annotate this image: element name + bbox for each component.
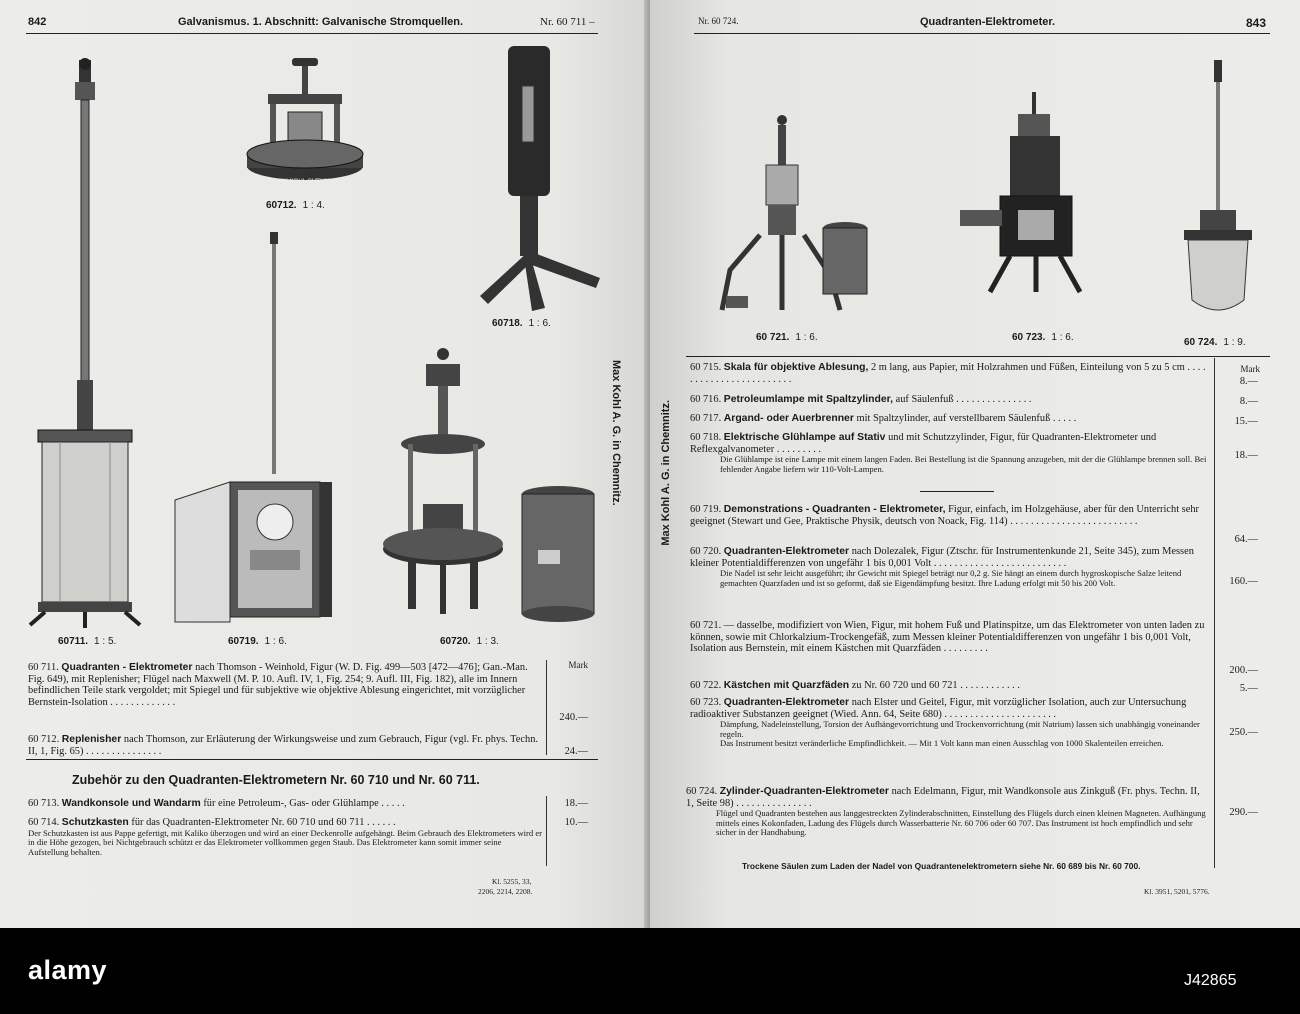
price-60719: 64.— — [1234, 534, 1258, 545]
price-60715: 8.— — [1239, 376, 1258, 387]
price-column-rule — [546, 660, 547, 755]
right-page — [650, 0, 1300, 928]
left-running-header: Galvanismus. 1. Abschnitt: Galvanische Stromquellen. — [178, 16, 464, 28]
caption-60719: 60719. 1 : 6. — [228, 636, 287, 647]
entry-60713: 60 713. Wandkonsole und Wandarm für eine Petroleum-, Gas- oder Glühlampe . . . . . — [28, 798, 405, 809]
caption-60711: 60711. 1 : 5. — [58, 636, 117, 647]
entry-60711: 60 711. Quadranten - Elektrometer nach Thomson - Weinhold, Figur (W. D. Fig. 499—503 [472—476]; Gan.-Man. Fig. 649), mit Replenisher; Flügel nach Maxwell (M. P. 10. Aufl. IV, 1, Fig. 254; 9. Aufl. III, Fig. 182), alle im Innern befindlichen Teile stark vergoldet; mit Spiegel und für subjektive wie objektive Ablesung eingerichtet, mit vorzüglicher Bernstein-Isolation . . . . . . . . . . . . . — [28, 662, 528, 708]
footer-right: Kl. 3951, 5201, 5776. — [1144, 887, 1210, 896]
entry-60714: 60 714. Schutzkasten für das Quadranten-Elektrometer Nr. 60 710 und 60 711 . . . . . . Der Schutzkasten ist aus Pappe gefertigt, mit Kaliko überzogen und wird an einer Deckenrolle aufgehängt. Beim Gebrauch des Elektrometers wird er in die Höhe gezogen, bei Nichtgebrauch schützt er das Elektrometer vollkommen gegen Staub. Das Elektrometer kann somit immer seine Aufstellung behalten. — [28, 817, 543, 857]
section-title: Zubehör zu den Quadranten-Elektrometern Nr. 60 710 und Nr. 60 711. — [72, 773, 480, 787]
figure-cylinder — [518, 484, 598, 624]
left-header-nr: Nr. 60 711 – — [540, 16, 595, 28]
section-rule — [26, 759, 598, 760]
divider-short — [920, 491, 994, 492]
gutter-imprint-right: Max Kohl A. G. in Chemnitz. — [660, 400, 672, 546]
right-running-header: Quadranten-Elektrometer. — [920, 16, 1056, 28]
price-60712: 24.— — [564, 746, 588, 757]
header-rule — [26, 33, 598, 34]
figure-60718 — [470, 46, 610, 316]
left-page-number: 842 — [28, 16, 47, 28]
closing-note: Trockene Säulen zum Laden der Nadel von Quadrantenelektrometern siehe Nr. 60 689 bis Nr. 60 700. — [742, 861, 1141, 871]
price-column-rule-right — [1214, 358, 1215, 868]
price-column-rule-2 — [546, 796, 547, 866]
figures-rule-right — [686, 356, 1270, 357]
caption-60721: 60 721. 1 : 6. — [756, 332, 818, 343]
caption-60720: 60720. 1 : 3. — [440, 636, 499, 647]
price-60714: 10.— — [564, 817, 588, 828]
footer-left-1: Kl. 5255, 33, — [492, 877, 532, 886]
right-header-nr: Nr. 60 724. — [698, 16, 739, 26]
price-60713: 18.— — [564, 798, 588, 809]
figure-60711 — [20, 50, 150, 630]
figure-60719 — [170, 232, 345, 627]
mark-header-right: Mark — [1240, 364, 1260, 374]
entry-60723: 60 723. Quadranten-Elektrometer nach Elster und Geitel, Figur, mit vorzüglicher Isolation, auch zur Untersuchung radioaktiver Substanzen geeignet (Wied. Ann. 64, Seite 680) . . . . . . . . . . . . . . . . . . . . . . Dämpfung, Nadeleinstellung, Torsion der Aufhängevorrichtung und Trockenvorrichtung (mit Natrium) lassen sich unabhängig voneinander regeln. Das Instrument besitzt veränderliche Empfindlichkeit. — Mit 1 Volt kann man einen Ausschlag von 1000 Skalenteilen erreichen. — [690, 697, 1200, 749]
figure-60724 — [1178, 60, 1258, 322]
entry-60720: 60 720. Quadranten-Elektrometer nach Dolezalek, Figur (Ztschr. für Instrumentenkunde 21, Seite 345), zum Messen kleiner Potentialdifferenzen von ungefähr 1 bis 0,001 Volt . . . . . . . . . . . . . . . . . . . . . . . . . . Die Nadel ist sehr leicht ausgeführt; ihr Gewicht mit Spiegel beträgt nur 0,2 g. Sie hängt an einem durch hygroskopische Salze leitend gemachten Quarzfaden und ist so geformt, daß sie Eigendämpfung besitzt. Ihre Ladung erfolgt mit 50 bis 200 Volt. — [690, 546, 1194, 588]
price-60724: 290.— — [1229, 807, 1258, 818]
figure-60723 — [960, 92, 1110, 302]
entry-60722: 60 722. Kästchen mit Quarzfäden zu Nr. 60 720 und 60 721 . . . . . . . . . . . . — [690, 680, 1020, 691]
footer-left-2: 2206, 2214, 2208. — [478, 887, 533, 896]
watermark-bar — [0, 928, 1300, 1014]
figure-60712 — [230, 58, 380, 198]
entry-60717: 60 717. Argand- oder Auerbrenner mit Spaltzylinder, auf verstellbarem Säulenfuß . . . . . — [690, 413, 1077, 424]
mark-header-left: Mark — [568, 660, 588, 670]
image-id: J42865 — [1184, 972, 1237, 989]
entry-60718: 60 718. Elektrische Glühlampe auf Stativ und mit Schutzzylinder, Figur, für Quadranten-Elektrometer und Reflexgalvanometer . . . . . . . . . Die Glühlampe ist eine Lampe mit einem langen Faden. Bei Bestellung ist die Spannung anzugeben, mit der die Glühlampe brennen soll. Bei fehlender Angabe liefern wir 110-Volt-Lampen. — [690, 432, 1207, 474]
entry-60716: 60 716. Petroleumlampe mit Spaltzylinder, auf Säulenfuß . . . . . . . . . . . . . . . — [690, 394, 1032, 405]
price-60716: 8.— — [1239, 396, 1258, 407]
caption-60712: 60712. 1 : 4. — [266, 200, 325, 211]
entry-60715: 60 715. Skala für objektive Ablesung, 2 m lang, aus Papier, mit Holzrahmen und Füßen, Einteilung von 5 zu 5 cm . . . . . . . . . . . . . . . . . . . . . . . . — [690, 362, 1206, 385]
entry-60724: 60 724. Zylinder-Quadranten-Elektrometer nach Edelmann, Figur, mit Wandkonsole aus Zinkguß (Fr. phys. Techn. II, 1, Seite 98) . . . . . . . . . . . . . . . Flügel und Quadranten bestehen aus langgestreckten Zylinderabschnitten, Einstellung des Flügels durch einen kleinen Magneten. Aufhängung mittels eines Kokonfaden, Ladung des Flügels durch Wasserbatterie Nr. 60 706 oder 60 707. Das Instrument ist hoch empfindlich und sehr sicher in der Handhabung. — [686, 786, 1206, 838]
figure-60720 — [378, 344, 508, 634]
caption-60724: 60 724. 1 : 9. — [1184, 337, 1246, 348]
price-60723: 250.— — [1229, 727, 1258, 738]
alamy-logo: alamy — [28, 955, 108, 985]
price-60717: 15.— — [1234, 416, 1258, 427]
price-60721: 200.— — [1229, 665, 1258, 676]
figure-60721-vessel — [820, 220, 870, 300]
price-60722: 5.— — [1239, 683, 1258, 694]
gutter-imprint-left: Max Kohl A. G. in Chemnitz. — [610, 360, 622, 506]
entry-60712: 60 712. Replenisher nach Thomson, zur Erläuterung der Wirkungsweise und zum Gebrauch, Figur (vgl. Fr. phys. Techn. II, 1, Fig. 65) . . . . . . . . . . . . . . . — [28, 734, 538, 757]
entry-60719: 60 719. Demonstrations - Quadranten - Elektrometer, Figur, einfach, im Holzgehäuse, aber für den Unterricht sehr geeignet (Stewart und Gee, Praktische Physik, deutsch von Noack, Fig. 114) . . . . . . . . . . . . . . . . . . . . . . . . . — [690, 504, 1199, 527]
right-page-number: 843 — [1246, 16, 1267, 30]
price-60718: 18.— — [1234, 450, 1258, 461]
svg-text:MAX KOHL CHEMNITZ: MAX KOHL CHEMNITZ — [275, 179, 339, 185]
left-page — [0, 0, 650, 928]
entry-60721: 60 721. — dasselbe, modifiziert von Wien, Figur, mit hohem Fuß und Platinspitze, um das Elektrometer von unten laden zu können, sowie mit Chlorkalzium-Trockengefäß, zum Messen kleiner Potentialdifferenzen von ungefähr 1 bis 0,001 Volt, Isolation aus Bernstein, mit einem Kästchen mit Quarzfäden . . . . . . . . . — [690, 620, 1205, 654]
caption-60718: 60718. 1 : 6. — [492, 318, 551, 329]
price-60711: 240.— — [559, 712, 588, 723]
caption-60723: 60 723. 1 : 6. — [1012, 332, 1074, 343]
header-rule-right — [694, 33, 1270, 34]
price-60720: 160.— — [1229, 576, 1258, 587]
